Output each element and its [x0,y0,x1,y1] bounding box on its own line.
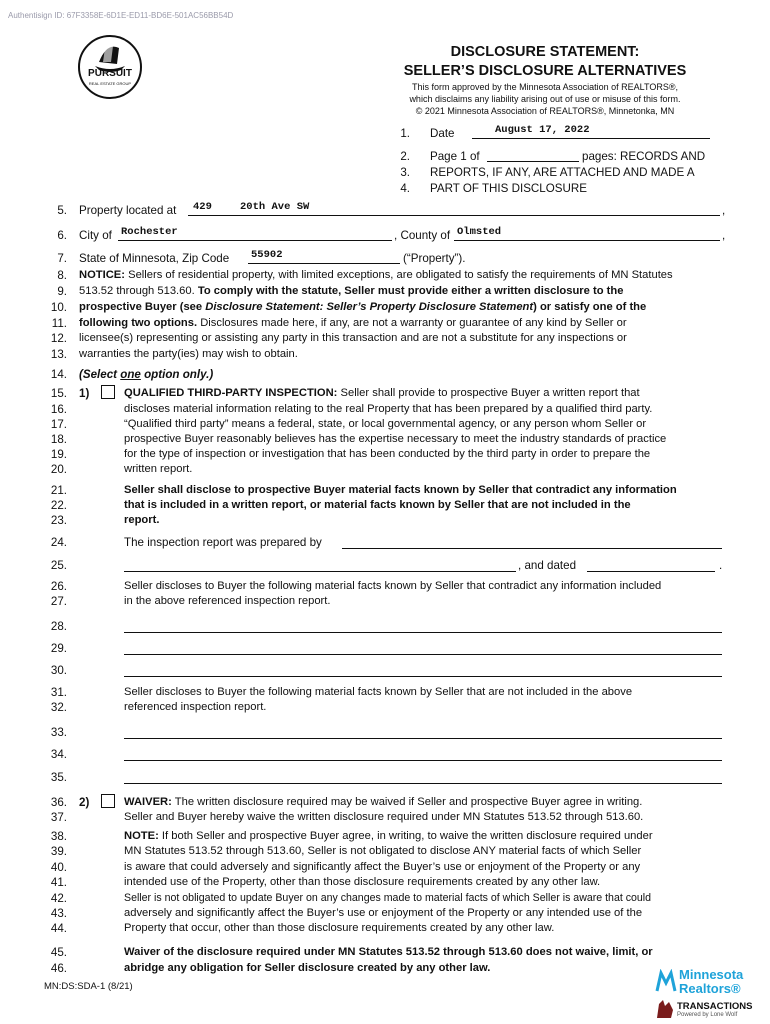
line-number: 19. [50,448,67,461]
note-label: NOTE: [124,830,159,842]
inspection-preparer-field[interactable] [342,547,722,549]
note-text: Seller is not obligated to update Buyer on any changes made to material facts of which Seller is aware that could [124,892,652,904]
state-label: State of Minnesota, Zip Code [79,252,230,265]
line-number: 28. [50,620,67,633]
line-number: 41. [50,876,67,889]
waiver-bold-text: abridge any obligation for Seller disclosure created by any other law. [124,962,491,974]
notice-bold: ) or satisfy one of the [533,301,647,313]
line-number: 34. [50,748,67,761]
option-1-bold-text: Seller shall disclose to prospective Buyer material facts known by Seller that contradict any information [124,484,677,496]
option-2-heading: WAIVER: [124,796,172,808]
line-number: 25. [50,559,67,572]
omitted-facts-line[interactable] [124,737,722,739]
notice-label: NOTICE: [79,269,125,281]
mn-realtors-line2: Realtors® [679,981,741,996]
inspection-preparer-field-2[interactable] [124,570,516,572]
address-number[interactable]: 429 [193,201,212,213]
option-1-heading-line: QUALIFIED THIRD-PARTY INSPECTION: Seller shall provide to prospective Buyer a written report that [124,387,640,399]
address-street[interactable]: 20th Ave SW [240,201,310,213]
notice-text: Disclosures made here, if any, are not a warranty or guarantee of any kind by Seller or [200,317,627,329]
mn-realtors-icon [655,969,677,993]
notice-line-13: warranties the party(ies) may wish to obtain. [79,348,298,360]
line-number: 40. [50,861,67,874]
lone-wolf-icon [655,998,675,1020]
waiver-bold-text: Waiver of the disclosure required under MN Statutes 513.52 through 513.60 does not waive, limit, or [124,946,653,958]
powered-by-label: Powered by Lone Wolf [677,1012,738,1018]
county-value[interactable]: Olmsted [457,226,502,238]
date-field[interactable] [472,137,710,139]
transactions-label: TRANSACTIONS [677,1001,753,1012]
city-value[interactable]: Rochester [121,226,178,238]
pursuit-logo [77,34,143,100]
option-1-text: discloses material information relating to the real Property that has been prepared by a qualified third party. [124,403,653,415]
comma: , [722,204,726,217]
line-number: 45. [50,946,67,959]
option-1-text: written report. [124,463,193,475]
option-1-text: for the type of inspection or investigation that has been conducted by the third party in order to prepare the [124,448,651,460]
line-number: 37. [50,811,67,824]
zip-field[interactable] [248,262,400,264]
note-text: is aware that could adversely and significantly affect the Buyer’s use or enjoyment of the Property or any [124,861,641,873]
note-text: intended use of the Property, other than those disclosure requirements created by any other law. [124,876,601,888]
option-1-bold-text: that is included in a written report, or material facts known by Seller that are not included in the [124,499,631,511]
line-number: 22. [50,499,67,512]
property-label: Property located at [79,204,177,217]
line-number: 36. [50,796,67,809]
property-address-field[interactable] [188,214,720,216]
line-number: 1. [400,127,410,140]
line-number: 3. [400,166,410,179]
county-label: , County of [394,229,451,242]
line-number: 8. [57,269,67,282]
option-2-heading-line: WAIVER: The written disclosure required may be waived if Seller and prospective Buyer agree in writing. [124,796,643,808]
property-paren: (“Property”). [403,252,466,265]
notice-line-11 [79,317,627,329]
date-label: Date [430,127,455,140]
contradicting-facts-line[interactable] [124,631,722,633]
logo-tagline: REAL ESTATE GROUP [88,81,132,86]
inspection-prepared-label: The inspection report was prepared by [124,536,322,549]
notice-text: Sellers of residential property, with limited exceptions, are obligated to satisfy the requirements of MN Statutes [128,269,673,281]
line-number: 27. [50,595,67,608]
line-number: 44. [50,922,67,935]
form-title: DISCLOSURE STATEMENT: [450,44,640,60]
line-number: 12. [50,332,67,345]
line-number: 4. [400,182,410,195]
option-1-text: prospective Buyer reasonably believes has the expertise necessary to meet the industry standards of practice [124,433,667,445]
county-field[interactable] [454,239,720,241]
line-number: 24. [50,536,67,549]
page-of-label: Page 1 of [430,150,480,163]
option-1-text: referenced inspection report. [124,701,267,713]
contradicting-facts-line[interactable] [124,675,722,677]
note-text: MN Statutes 513.52 through 513.60, Seller is not obligated to disclose ANY material facts of which Seller [124,845,642,857]
and-dated-label: , and dated [518,559,577,572]
line-number: 31. [50,686,67,699]
option-1-text: Seller discloses to Buyer the following material facts known by Seller that are not included in the above [124,686,633,698]
option-1-heading: QUALIFIED THIRD-PARTY INSPECTION: [124,387,338,399]
line-number: 35. [50,771,67,784]
line-number: 10. [50,301,67,314]
line-number: 21. [50,484,67,497]
date-value[interactable]: August 17, 2022 [495,124,590,136]
select-instruction: (Select one option only.) [79,368,214,381]
note-text: adversely and significantly affect the Buyer’s use or enjoyment of the Property or any intended use of the [124,907,643,919]
line-number: 15. [50,387,67,400]
notice-line-8 [79,269,673,281]
line-number: 39. [50,845,67,858]
approval-line-2: which disclaims any liability arising out of use or misuse of this form. [409,94,681,104]
notice-line-9 [79,285,623,297]
line-number: 7. [57,252,67,265]
line-number: 13. [50,348,67,361]
omitted-facts-line[interactable] [124,759,722,761]
option-2-text: Seller and Buyer hereby waive the written disclosure required under MN Statutes 513.52 through 513.60. [124,811,644,823]
line-number: 29. [50,642,67,655]
note-line: NOTE: If both Seller and prospective Buyer agree, in writing, to waive the written disclosure required under [124,830,653,842]
authentisign-id: Authentisign ID: 67F3358E-6D1E-ED11-BD6E-501AC56BB54D [8,11,234,20]
line-number: 32. [50,701,67,714]
line-number: 30. [50,664,67,677]
zip-value[interactable]: 55902 [251,249,283,261]
option-1-number: 1) [79,387,90,400]
copyright-line: © 2021 Minnesota Association of REALTORS®, Minnetonka, MN [415,106,675,116]
inspection-date-field[interactable] [587,570,715,572]
notice-bold: prospective Buyer (see [79,301,203,313]
line-number: 46. [50,962,67,975]
option-1-checkbox[interactable] [101,385,115,399]
city-field[interactable] [118,239,392,241]
period: . [719,559,723,572]
option-1-bold-text: report. [124,514,160,526]
total-pages-field[interactable] [487,160,579,162]
notice-line-10 [79,301,646,313]
statute-text: 513.52 through 513.60. [79,285,195,297]
form-subtitle: SELLER’S DISCLOSURE ALTERNATIVES [403,63,687,79]
contradicting-facts-line[interactable] [124,653,722,655]
line-number: 42. [50,892,67,905]
line-number: 2. [400,150,410,163]
line-number: 18. [50,433,67,446]
notice-bold: To comply with the statute, Seller must provide either a written disclosure to the [197,285,624,297]
referenced-form: Disclosure Statement: Seller’s Property Disclosure Statement [205,301,534,313]
line-number: 38. [50,830,67,843]
mn-realtors-line1: Minnesota [679,967,744,982]
logo-name: PURSUIT [88,68,132,79]
option-2-number: 2) [79,796,90,809]
notice-bold: following two options. [79,317,198,329]
line-number: 43. [50,907,67,920]
comma: , [722,229,726,242]
line-number: 9. [57,285,67,298]
line-number: 33. [50,726,67,739]
line-number: 14. [50,368,67,381]
line-number: 11. [51,317,67,330]
option-2-checkbox[interactable] [101,794,115,808]
reports-text: REPORTS, IF ANY, ARE ATTACHED AND MADE A [430,166,695,179]
note-text: Property that occur, other than those disclosure requirements created by any other law. [124,922,555,934]
line-number: 26. [50,580,67,593]
part-text: PART OF THIS DISCLOSURE [430,182,587,195]
line-number: 6. [57,229,67,242]
city-label: City of [79,229,112,242]
line-number: 17. [50,418,67,431]
line-number: 23. [50,514,67,527]
line-number: 16. [50,403,67,416]
line-number: 5. [57,204,67,217]
option-1-text: “Qualified third party” means a federal, state, or local governmental agency, or any person whom Seller or [124,418,647,430]
omitted-facts-line[interactable] [124,782,722,784]
notice-line-12: licensee(s) representing or assisting any party in this transaction and are not a substitute for any inspections or [79,332,627,344]
option-1-text: Seller discloses to Buyer the following material facts known by Seller that contradict any information included [124,580,662,592]
pages-text: pages: RECORDS AND [582,150,706,163]
approval-line-1: This form approved by the Minnesota Association of REALTORS®, [412,82,678,92]
form-id: MN:DS:SDA-1 (8/21) [44,981,133,992]
option-1-text: in the above referenced inspection report. [124,595,331,607]
line-number: 20. [50,463,67,476]
